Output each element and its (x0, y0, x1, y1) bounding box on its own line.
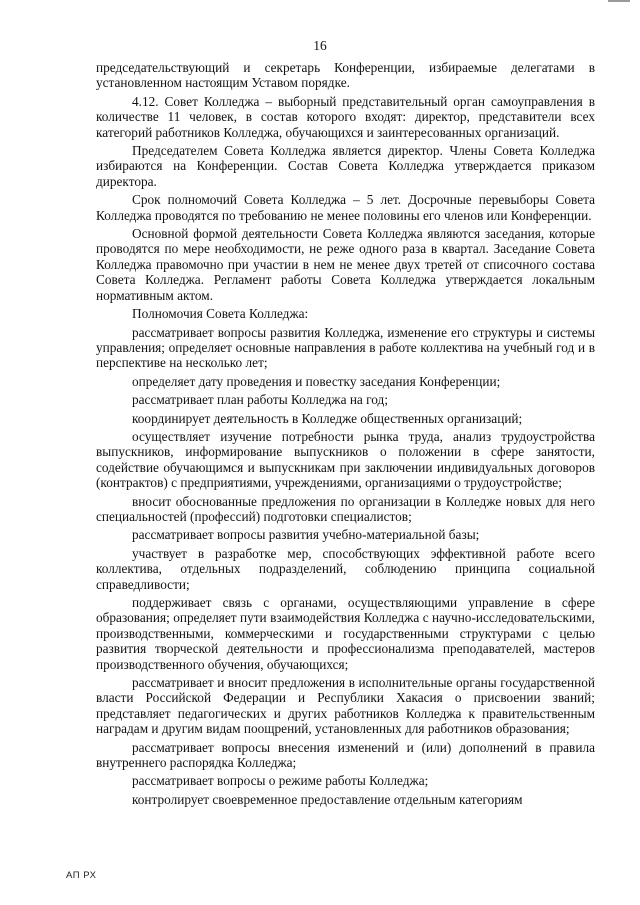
list-item-efficiency-measures: участвует в разработке мер, способствующих эффективной работе всего коллектива, отдельных подразделений, соблюдению принципа социальной справедливости; (96, 545, 595, 592)
list-item-awards: рассматривает и вносит предложения в исполнительные органы государственной власти Российской Федерации и Республики Хакасия о присвоении званий; представляет педагогических и других работников Колледжа к правительственным наградам и другим видам поощрений, установленных для работников образования; (96, 675, 595, 737)
paragraph-council-meetings: Основной формой деятельности Совета Колледжа являются заседания, которые проводятся по мере необходимости, не реже одного раза в квартал. Заседание Совета Колледжа правомочно при участии в нем не менее двух третей от списочного состава Совета Колледжа. Регламент работы Совета Колледжа утверждается локальным нормативным актом. (96, 226, 595, 303)
paragraph-council-definition: 4.12. Совет Колледжа – выборный представительный орган самоуправления в количестве 11 человек, в состав которого входят: директор, представители всех категорий работников Колледжа, обучающихся и заинтересованных организаций. (96, 93, 595, 140)
list-item-control: контролирует своевременное предоставление отдельным категориям (132, 791, 523, 807)
list-item-coordination: координирует деятельность в Колледже общественных организаций; (132, 410, 523, 426)
list-item-new-specialties: вносит обоснованные предложения по организации в Колледже новых для него специальностей (профессий) подготовки специалистов; (96, 493, 595, 524)
paragraph-council-chair: Председателем Совета Колледжа является директор. Члены Совета Колледжа избираются на Конференции. Состав Совета Колледжа утверждается приказом директора. (96, 143, 595, 189)
list-item-labor-market: осуществляет изучение потребности рынка труда, анализ трудоустройства выпускников, информирование выпускников о положении в сфере занятости, содействие обучающимся и выпускникам при заключении индивидуальных договоров (контрактов) с предприятиями, учреждениями, организациями о трудоустройстве; (96, 428, 595, 491)
body-text (96, 60, 595, 807)
list-item-internal-rules: рассматривает вопросы внесения изменений и (или) дополнений в правила внутреннего распорядка Колледжа; (96, 739, 595, 771)
list-item-work-plan: рассматривает план работы Колледжа на год; (132, 392, 389, 408)
page-number: 16 (313, 38, 327, 53)
list-item-development: рассматривает вопросы развития Колледжа, изменение его структуры и системы управления; определяет основные направления в работе коллектива на учебный год и в перспективе на несколько лет; (96, 324, 595, 371)
paragraph-continuation: председательствующий и секретарь Конференции, избираемые делегатами в установленном настоящим Уставом порядке. (96, 60, 595, 91)
paragraph-council-term: Срок полномочий Совета Колледжа – 5 лет. Досрочные перевыборы Совета Колледжа проводятся по требованию не менее половины его членов или Конференции. (96, 192, 595, 223)
paragraph-powers-heading: Полномочия Совета Колледжа: (132, 306, 309, 322)
list-item-material-base: рассматривает вопросы развития учебно-материальной базы; (132, 527, 480, 543)
footer-code: АП РХ (66, 870, 97, 881)
list-item-education-authorities: поддерживает связь с органами, осуществляющими управление в сфере образования; определяет пути взаимодействия Колледжа с научно-исследовательскими, производственными, коммерческими и государственными структурами с целью развития творческой деятельности и профессионализма преподавателей, мастеров производственного обучения, обучающихся; (96, 595, 595, 672)
list-item-conference-date: определяет дату проведения и повестку заседания Конференции; (132, 373, 501, 389)
corner-scan-mark (608, 0, 630, 2)
list-item-work-schedule: рассматривает вопросы о режиме работы Колледжа; (132, 773, 429, 789)
